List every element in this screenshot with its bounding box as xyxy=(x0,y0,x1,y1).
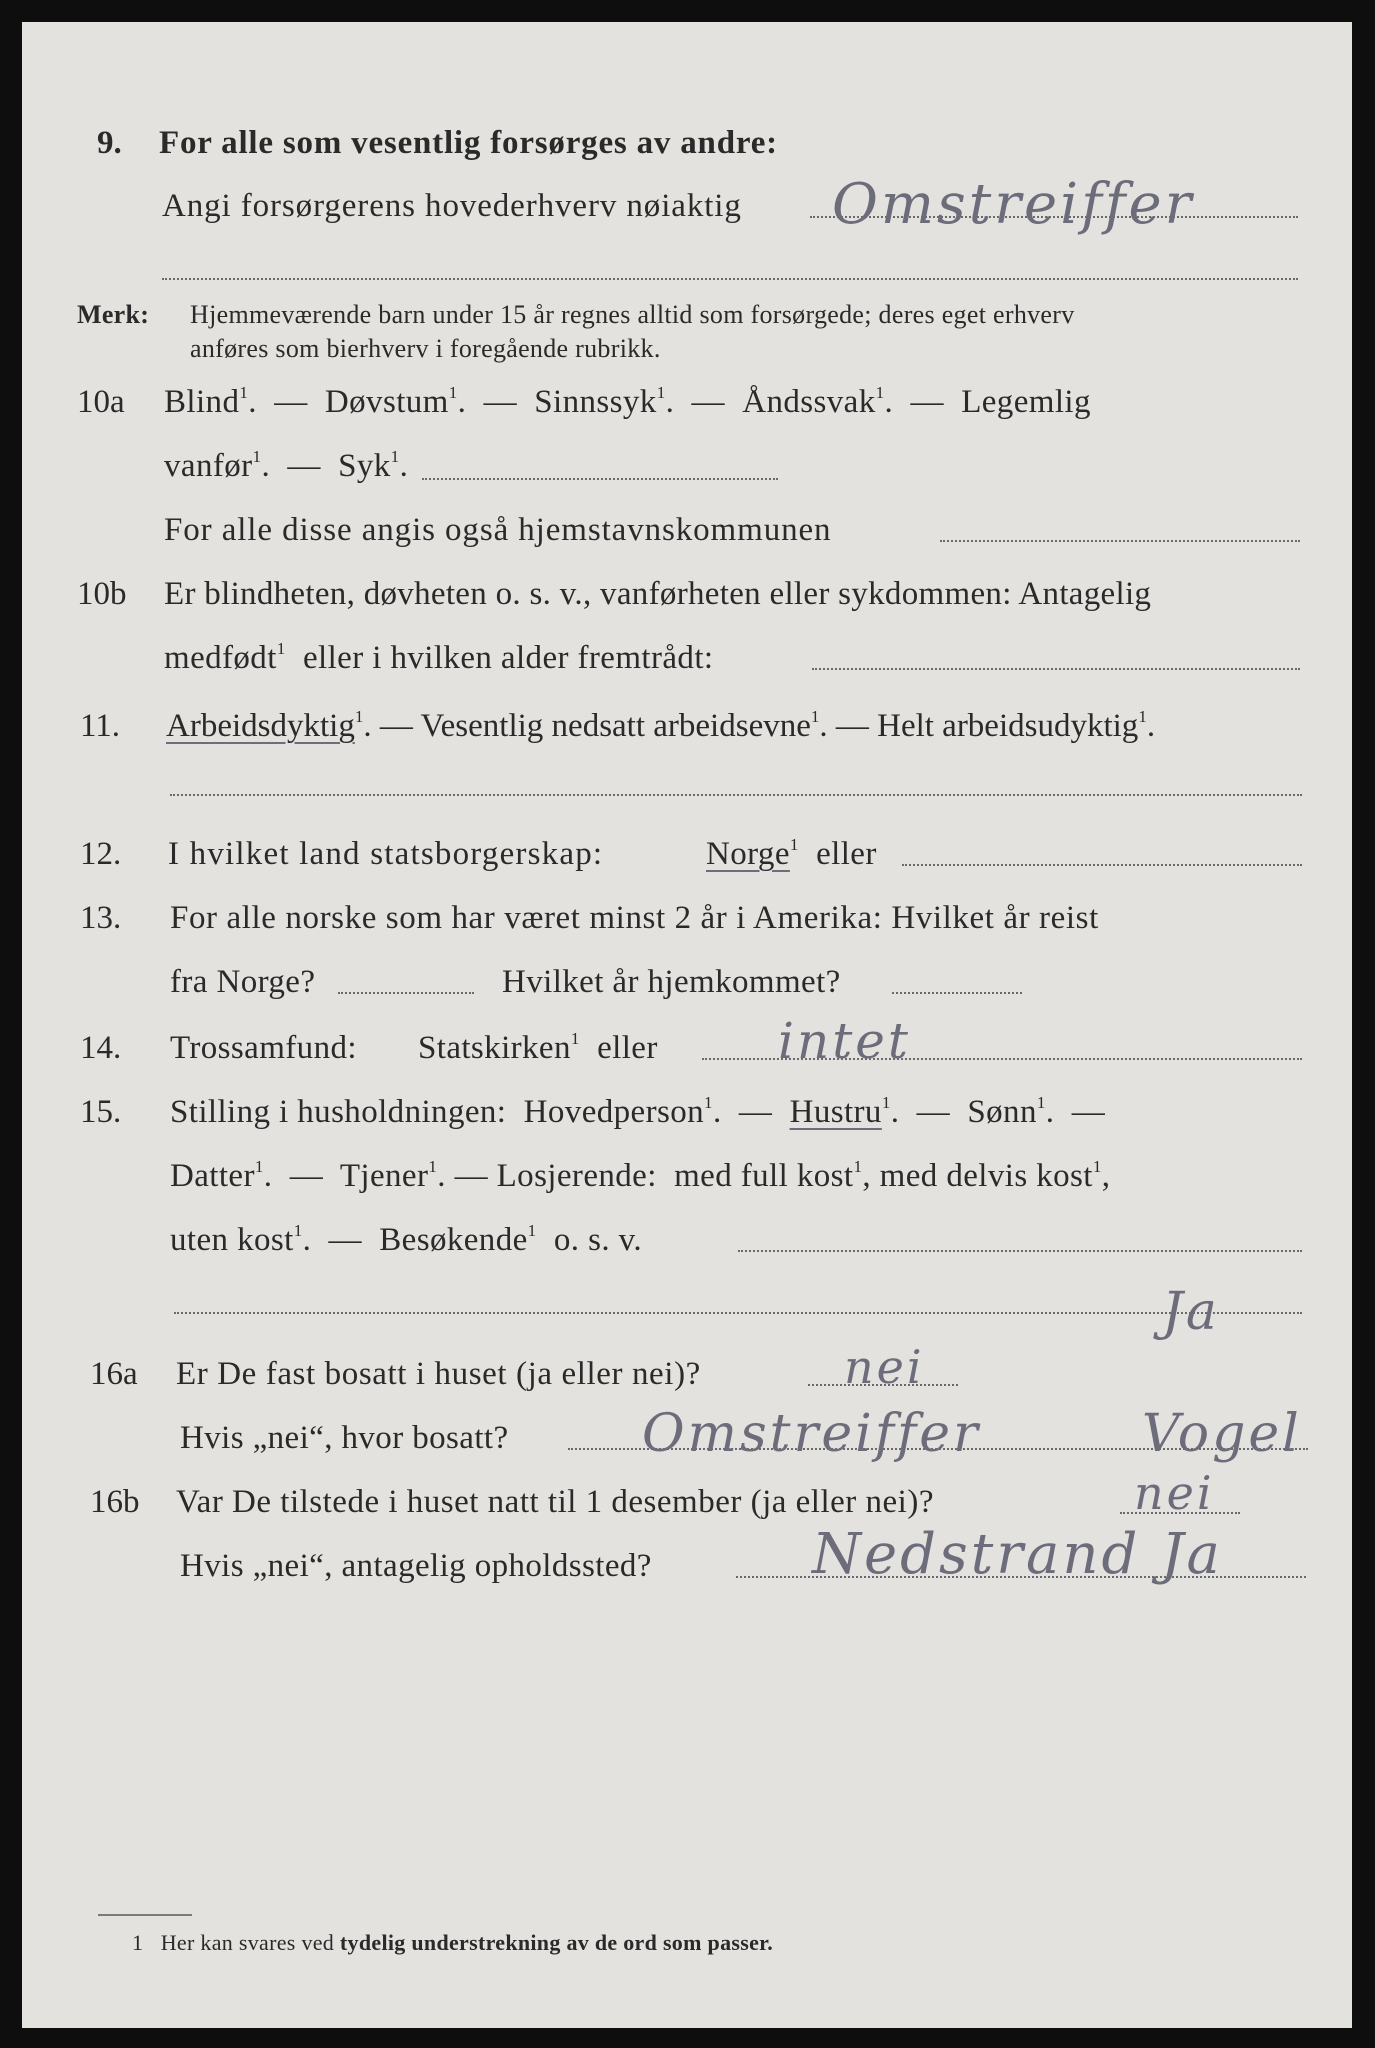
q11-number: 11. xyxy=(80,708,121,744)
q9-line1: For alle som vesentlig forsørges av andre: xyxy=(159,125,778,161)
q16b-handwritten-answer1: nei xyxy=(1134,1466,1215,1520)
footnote-text-bold: tydelig understrekning av de ord som passer. xyxy=(339,1930,774,1955)
q11-helt: — Helt arbeidsudyktig xyxy=(835,708,1139,744)
q16b-line2: Hvis „nei“, antagelig opholdssted? xyxy=(180,1548,652,1584)
q10a-line3: For alle disse angis også hjemstavnskommunen xyxy=(164,512,832,548)
q12-answer-line xyxy=(902,864,1302,866)
q15-besokende: Besøkende xyxy=(379,1222,528,1258)
footnote-rule xyxy=(98,1914,192,1916)
q14-handwritten-answer: intet xyxy=(778,1012,911,1070)
q13-fra-norge: fra Norge? xyxy=(170,964,316,1000)
q15-sonn: Sønn xyxy=(967,1094,1037,1130)
q14-statskirken: Statskirken xyxy=(418,1030,571,1066)
q11-arbeidsdyktig: Arbeidsdyktig xyxy=(166,708,355,744)
q10a-hjemstavn-line xyxy=(940,540,1300,542)
footnote-mark: 1 xyxy=(132,1930,144,1955)
q12-norge-group: Norge$^1$ eller xyxy=(706,835,877,872)
merk-label: Merk: xyxy=(77,300,150,329)
q16b-number: 16b xyxy=(90,1484,140,1520)
footnote-line xyxy=(132,1930,773,1956)
q10b-medfodt: medfødt xyxy=(164,640,277,676)
q15-stilling: Stilling i husholdningen: xyxy=(170,1094,507,1130)
census-form-page xyxy=(22,22,1352,2028)
q12-norge: Norge xyxy=(706,836,790,872)
q14-statskirken-group: Statskirken$^1$ eller xyxy=(418,1029,658,1066)
q10a-sinnssyk: Sinnssyk xyxy=(534,384,657,420)
q15-hovedperson: Hovedperson xyxy=(523,1094,705,1130)
q14-number: 14. xyxy=(80,1030,122,1066)
q15-losjerende: — Losjerende: xyxy=(454,1158,657,1194)
q16a-line1: Er De fast bosatt i huset (ja eller nei)? xyxy=(176,1356,701,1392)
q16a-handwritten-answer2: Omstreiffer xyxy=(642,1404,981,1464)
q10a-blind: Blind xyxy=(164,384,240,420)
q9-number: 9. xyxy=(97,125,122,161)
q13-reist-line xyxy=(338,992,474,994)
q11-vesentlig: — Vesentlig nedsatt arbeidsevne xyxy=(379,708,811,744)
q15-tjener: Tjener xyxy=(339,1158,429,1194)
q10a-line1: Blind$^1$. — Døvstum$^1$. — Sinnssyk$^1$. — Åndssvak$^1$. — Legemlig xyxy=(164,383,1091,420)
q15-delvis-kost: med delvis kost xyxy=(879,1158,1093,1194)
q10b-answer-line xyxy=(812,668,1300,670)
footnote-text-plain: Her kan svares ved xyxy=(160,1930,335,1955)
merk-line1: Hjemmeværende barn under 15 år regnes alltid som forsørgede; deres eget erhverv xyxy=(190,300,1075,329)
q10b-alder: eller i hvilken alder fremtrådt: xyxy=(303,640,714,676)
q10b-number: 10b xyxy=(77,576,127,612)
q16a-number: 16a xyxy=(90,1356,138,1392)
q10a-line2: vanfør$^1$. — Syk$^1$. xyxy=(164,447,409,484)
q9-extra-line xyxy=(162,278,1298,280)
q16b-line1: Var De tilstede i huset natt til 1 desember (ja eller nei)? xyxy=(176,1484,934,1520)
q13-hjemkommet-line xyxy=(892,992,1022,994)
q12-text: I hvilket land statsborgerskap: xyxy=(168,836,604,872)
q16a-handwritten-answer1: nei xyxy=(844,1340,925,1394)
q10a-syk: Syk xyxy=(338,448,391,484)
q10a-andssvak: Åndssvak xyxy=(742,384,876,420)
q15-line2: Datter$^1$. — Tjener$^1$. — Losjerende: med full kost$^1$, med delvis kost$^1$, xyxy=(170,1157,1111,1194)
q15-extra-line xyxy=(174,1312,1302,1314)
q15-full-kost: med full kost xyxy=(674,1158,854,1194)
q14-eller: eller xyxy=(597,1030,658,1066)
q12-number: 12. xyxy=(80,836,122,872)
q15-hustru: Hustru xyxy=(789,1094,882,1130)
q16a-handwritten-over: Ja xyxy=(1162,1282,1220,1342)
q15-uten-kost: uten kost xyxy=(170,1222,294,1258)
q10a-legemlig: Legemlig xyxy=(961,384,1091,420)
q9-handwritten-answer: Omstreiffer xyxy=(832,172,1195,237)
q10a-syk-line xyxy=(422,478,778,480)
merk-line2: anføres som bierhverv i foregående rubrikk. xyxy=(190,334,661,363)
q15-number: 15. xyxy=(80,1094,122,1130)
q10a-vanfor: vanfør xyxy=(164,448,253,484)
q15-answer-line xyxy=(738,1250,1302,1252)
q11-line: Arbeidsdyktig$^1$. — Vesentlig nedsatt arbeidsevne$^1$. — Helt arbeidsudyktig$^1$. xyxy=(166,707,1156,744)
q10a-dovstum: Døvstum xyxy=(324,384,449,420)
q16a-line2: Hvis „nei“, hvor bosatt? xyxy=(180,1420,509,1456)
q16a-handwritten-answer2b: Vogel xyxy=(1142,1404,1302,1464)
q13-line1: For alle norske som har været minst 2 år i Amerika: Hvilket år reist xyxy=(170,900,1099,936)
q15-line1: Stilling i husholdningen: Hovedperson$^1$. — Hustru$^1$. — Sønn$^1$. — xyxy=(170,1093,1106,1130)
q14-trossamfund: Trossamfund: xyxy=(170,1030,357,1066)
q11-answer-line xyxy=(170,794,1302,796)
q15-datter: Datter xyxy=(170,1158,255,1194)
q10a-number: 10a xyxy=(77,384,125,420)
q10b-line1: Er blindheten, døvheten o. s. v., vanførheten eller sykdommen: Antagelig xyxy=(164,576,1152,612)
q10b-line2: medfødt$^1$ eller i hvilken alder fremtrådt: xyxy=(164,639,714,676)
q12-eller: eller xyxy=(816,836,877,872)
q13-number: 13. xyxy=(80,900,122,936)
q9-line2: Angi forsørgerens hovederhverv nøiaktig xyxy=(162,188,742,224)
q13-hjemkommet: Hvilket år hjemkommet? xyxy=(502,964,841,1000)
q15-osv: o. s. v. xyxy=(553,1222,643,1258)
q15-line3: uten kost$^1$. — Besøkende$^1$ o. s. v. xyxy=(170,1221,643,1258)
q16b-handwritten-answer2: Nedstrand Ja xyxy=(812,1522,1223,1587)
